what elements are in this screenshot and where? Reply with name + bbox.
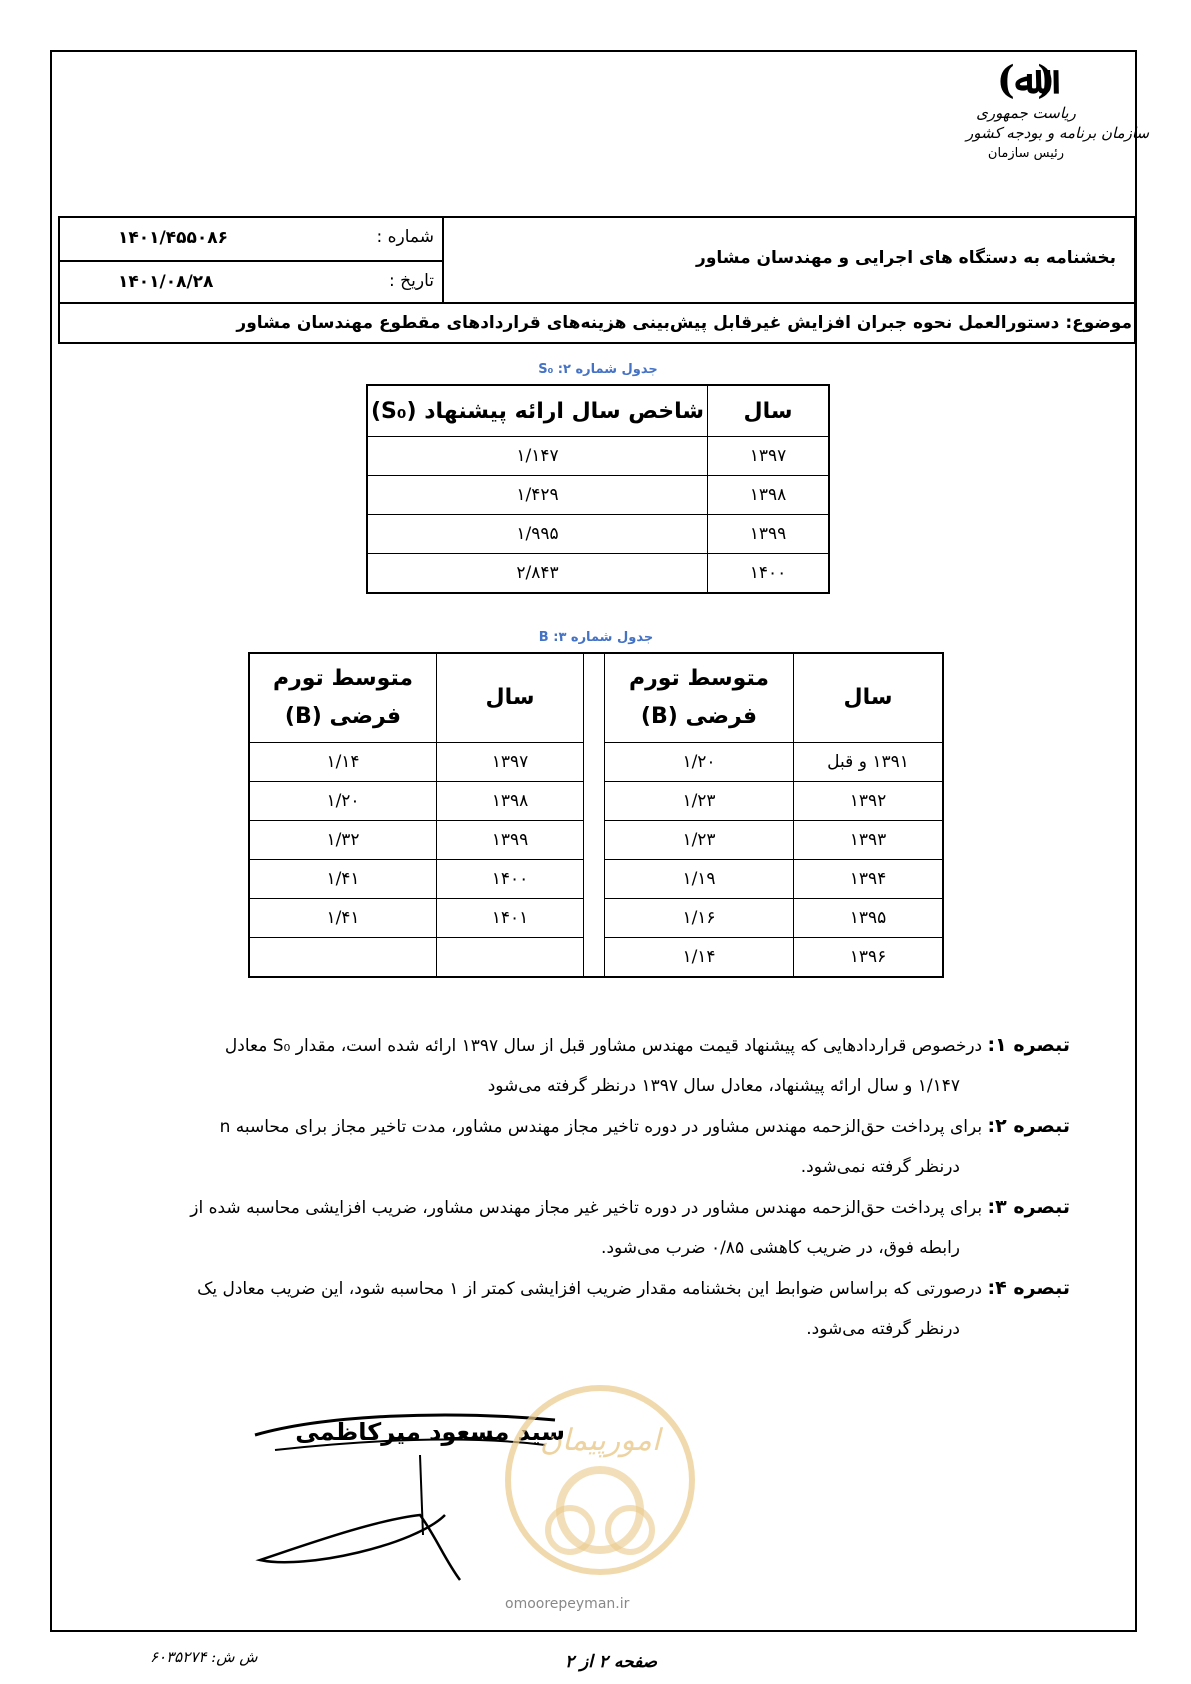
number-row <box>60 218 442 262</box>
table-row <box>249 743 943 782</box>
table3-cell: ۱/۲۳ <box>605 782 794 821</box>
table2-cell: ۱۳۹۹ <box>708 515 830 554</box>
table3-cell: ۱۳۹۳ <box>794 821 944 860</box>
table3-cell: ۱/۳۲ <box>249 821 437 860</box>
table2-cell: ۱۴۰۰ <box>708 554 830 594</box>
notes-section <box>120 1025 1070 1349</box>
table3-cell: ۱۳۹۶ <box>794 938 944 978</box>
note-text-cont: رابطه فوق، در ضریب کاهشی ۰/۸۵ ضرب می‌شود. <box>601 1238 960 1258</box>
note-4 <box>120 1268 1070 1349</box>
table3-header-infl-line2: فرضی (B) <box>640 704 758 729</box>
emblem-line-2: سازمان برنامه و بودجه کشور <box>966 124 1150 142</box>
subject-box <box>58 302 1136 344</box>
letter-header-box <box>58 216 1136 304</box>
table3-header-infl-right <box>605 653 794 743</box>
table3-cell: ۱/۴۱ <box>249 860 437 899</box>
stamp-text: امورپیمان <box>539 1423 661 1458</box>
table3-gap <box>584 860 605 899</box>
table2-cell: ۱۳۹۸ <box>708 476 830 515</box>
table3-gap <box>584 821 605 860</box>
subject-text: موضوع: دستورالعمل نحوه جبران افزایش غیرقابل پیش‌بینی هزینه‌های قراردادهای مقطوع مهندسان مشاور <box>236 313 1132 333</box>
table3-cell: ۱۳۹۲ <box>794 782 944 821</box>
watermark-site: omoorepeyman.ir <box>505 1596 630 1612</box>
table2-cell: ۱۳۹۷ <box>708 437 830 476</box>
table3-cell: ۱/۱۴ <box>605 938 794 978</box>
table-row <box>367 554 829 594</box>
table3-header-row <box>249 653 943 743</box>
table3-cell: ۱۳۹۷ <box>437 743 584 782</box>
table2-header-index: شاخص سال ارائه پیشنهاد (S₀) <box>367 385 708 437</box>
note-text: برای پرداخت حق‌الزحمه مهندس مشاور در دوره تاخیر غیر مجاز مهندس مشاور، ضریب افزایشی محاسبه شده از <box>190 1198 983 1218</box>
note-text-cont: درنظر گرفته نمی‌شود. <box>800 1157 960 1177</box>
number-value: ۱۴۰۱/۴۵۵۰۸۶ <box>118 228 228 248</box>
table3-gap <box>584 743 605 782</box>
table3-gap <box>584 782 605 821</box>
table2 <box>366 384 830 594</box>
note-label: تبصره ۱: <box>987 1034 1070 1056</box>
emblem-logo-icon: (ﷲ) <box>996 57 1056 102</box>
table3-cell <box>249 938 437 978</box>
table3-header-infl-left <box>249 653 437 743</box>
table-row <box>249 821 943 860</box>
signature-name: سید مسعود میرکاظمی <box>295 1418 565 1446</box>
table-row <box>249 938 943 978</box>
note-text-cont: درنظر گرفته می‌شود. <box>806 1319 960 1339</box>
table3-cell: ۱/۴۱ <box>249 899 437 938</box>
footer-code: ش ش: ۶۰۳۵۲۷۴ <box>150 1648 258 1666</box>
letterhead-emblem <box>966 57 1150 161</box>
table2-header-year: سال <box>708 385 830 437</box>
table2-cell: ۱/۱۴۷ <box>367 437 708 476</box>
table3-cell: ۱۳۹۵ <box>794 899 944 938</box>
note-text: درصورتی که براساس ضوابط این بخشنامه مقدار ضریب افزایشی کمتر از ۱ محاسبه شود، این ضریب معادل یک <box>197 1279 983 1299</box>
table-row <box>249 782 943 821</box>
table3-caption: جدول شماره ۳: B <box>538 630 654 645</box>
table-row <box>367 476 829 515</box>
table3-gap <box>584 938 605 978</box>
table3-header-year-left: سال <box>437 653 584 743</box>
note-1 <box>120 1025 1070 1106</box>
table3-cell: ۱۴۰۰ <box>437 860 584 899</box>
table3-header-year-right: سال <box>794 653 944 743</box>
table3-cell: ۱۳۹۹ <box>437 821 584 860</box>
note-label: تبصره ۳: <box>987 1196 1070 1218</box>
table3 <box>248 652 944 978</box>
emblem-line-3: رئیس سازمان <box>987 146 1065 161</box>
table-row <box>249 899 943 938</box>
letter-title: بخشنامه به دستگاه های اجرایی و مهندسان مشاور <box>696 248 1116 268</box>
table3-cell: ۱/۱۹ <box>605 860 794 899</box>
table3-header-infl-line1: متوسط تورم <box>272 666 414 691</box>
letter-meta <box>60 218 444 304</box>
table3-cell: ۱/۲۰ <box>249 782 437 821</box>
note-label: تبصره ۴: <box>987 1277 1070 1299</box>
table3-cell: ۱/۲۰ <box>605 743 794 782</box>
table3-header-infl-line1: متوسط تورم <box>628 666 770 691</box>
note-label: تبصره ۲: <box>987 1115 1070 1137</box>
table3-cell: ۱/۱۴ <box>249 743 437 782</box>
table-row <box>367 437 829 476</box>
note-3 <box>120 1187 1070 1268</box>
table3-cell <box>437 938 584 978</box>
table3-gap <box>584 899 605 938</box>
note-text: درخصوص قراردادهایی که پیشنهاد قیمت مهندس مشاور قبل از سال ۱۳۹۷ ارائه شده است، مقدار S₀ معادل <box>224 1036 983 1056</box>
table3-cell: ۱۳۹۱ و قبل <box>794 743 944 782</box>
note-2 <box>120 1106 1070 1187</box>
page-number: صفحه ۲ از ۲ <box>565 1652 658 1672</box>
note-text: برای پرداخت حق‌الزحمه مهندس مشاور در دوره تاخیر مجاز مهندس مشاور، مدت تاخیر مجاز برای محاسبه n <box>219 1117 983 1137</box>
table2-header-row <box>367 385 829 437</box>
table3-cell: ۱۴۰۱ <box>437 899 584 938</box>
table2-cell: ۲/۸۴۳ <box>367 554 708 594</box>
date-label: تاریخ : <box>389 271 434 291</box>
table3-gap <box>584 653 605 743</box>
table-row <box>249 860 943 899</box>
number-label: شماره : <box>376 227 434 247</box>
stamp-watermark <box>500 1380 700 1600</box>
table-row <box>367 515 829 554</box>
table2-caption: جدول شماره ۲: S₀ <box>538 362 658 377</box>
table2-cell: ۱/۴۲۹ <box>367 476 708 515</box>
date-value: ۱۴۰۱/۰۸/۲۸ <box>118 272 214 292</box>
table3-header-infl-line2: فرضی (B) <box>284 704 402 729</box>
note-text-cont: ۱/۱۴۷ و سال ارائه پیشنهاد، معادل سال ۱۳۹۷ درنظر گرفته می‌شود <box>487 1076 960 1096</box>
table2-cell: ۱/۹۹۵ <box>367 515 708 554</box>
table3-cell: ۱۳۹۴ <box>794 860 944 899</box>
table3-cell: ۱/۲۳ <box>605 821 794 860</box>
date-row <box>60 262 442 304</box>
emblem-line-1: ریاست جمهوری <box>976 104 1076 122</box>
table3-cell: ۱۳۹۸ <box>437 782 584 821</box>
table3-cell: ۱/۱۶ <box>605 899 794 938</box>
